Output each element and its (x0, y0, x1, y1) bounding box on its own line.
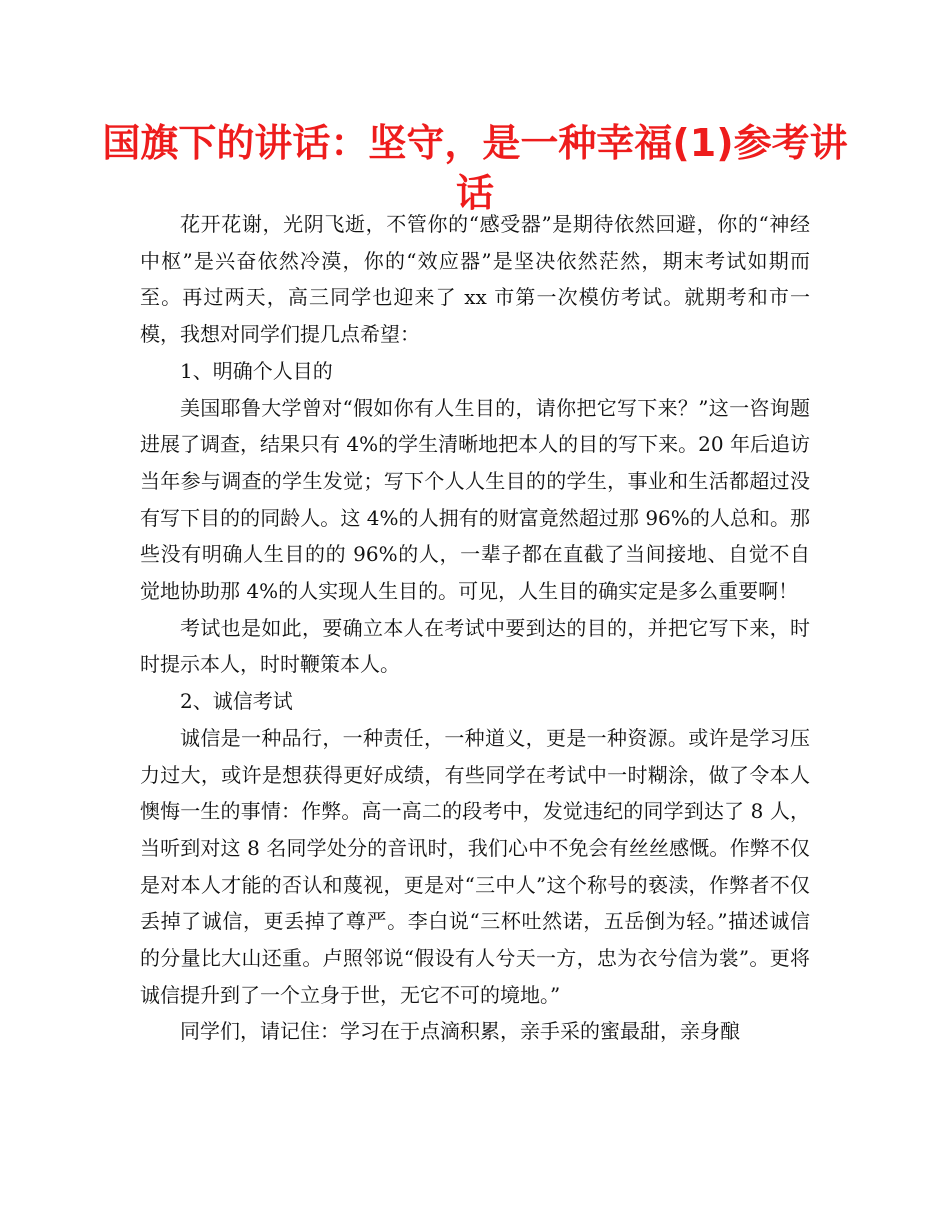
document-body (140, 206, 810, 1050)
heading-honesty: 2、诚信考试 (180, 689, 293, 714)
document-title: 国旗下的讲话：坚守，是一种幸福(1)参考讲话 (102, 121, 848, 215)
paragraph-honesty: 诚信是一种品行，一种责任，一种道义，更是一种资源。或许是学习压力过大，或许是想获得更好成绩，有些同学在考试中一时糊涂，做了令本人懊悔一生的事情：作弊。高一高二的段考中，发觉违纪的同学到达了 8 人，当听到对这 8 名同学处分的音讯时，我们心中不免会有丝丝感慨。作弊不仅是对本人才能的否认和蔑视，更是对“三中人”这个称号的亵渎，作弊者不仅丢掉了诚信，更丢掉了尊严。李白说“三杯吐然诺，五岳倒为轻。”描述诚信的分量比大山还重。卢照邻说“假设有人兮天一方，忠为衣兮信为裳”。更将诚信提升到了一个立身于世，无它不可的境地。” (140, 725, 810, 1007)
heading-goal: 1、明确个人目的 (180, 358, 333, 383)
paragraph-yale-study: 美国耶鲁大学曾对“假如你有人生目的，请你把它写下来？”这一咨询题进展了调查，结果只有 4%的学生清晰地把本人的目的写下来。20 年后追访当年参与调查的学生发觉；写下个人人生目的的学生，事业和生活都超过没有写下目的的同龄人。这 4%的人拥有的财富竟然超过那 96%的人总和。那些没有明确人生目的的 96%的人，一辈子都在直截了当间接地、自觉不自觉地协助那 4%的人实现人生目的。可见，人生目的确实定是多么重要啊！ (140, 395, 810, 604)
paragraph-closing: 同学们，请记住：学习在于点滴积累，亲手采的蜜最甜，亲身酿 (180, 1019, 740, 1044)
paragraph-exam-goal: 考试也是如此，要确立本人在考试中要到达的目的，并把它写下来，时时提示本人，时时鞭策本人。 (140, 615, 810, 677)
paragraph-intro: 花开花谢，光阴飞逝，不管你的“感受器”是期待依然回避，你的“神经中枢”是兴奋依然冷漠，你的“效应器”是坚决依然茫然，期末考试如期而至。再过两天，高三同学也迎来了 xx 市第一次模仿考试。就期考和市一模，我想对同学们提几点希望： (140, 212, 810, 347)
